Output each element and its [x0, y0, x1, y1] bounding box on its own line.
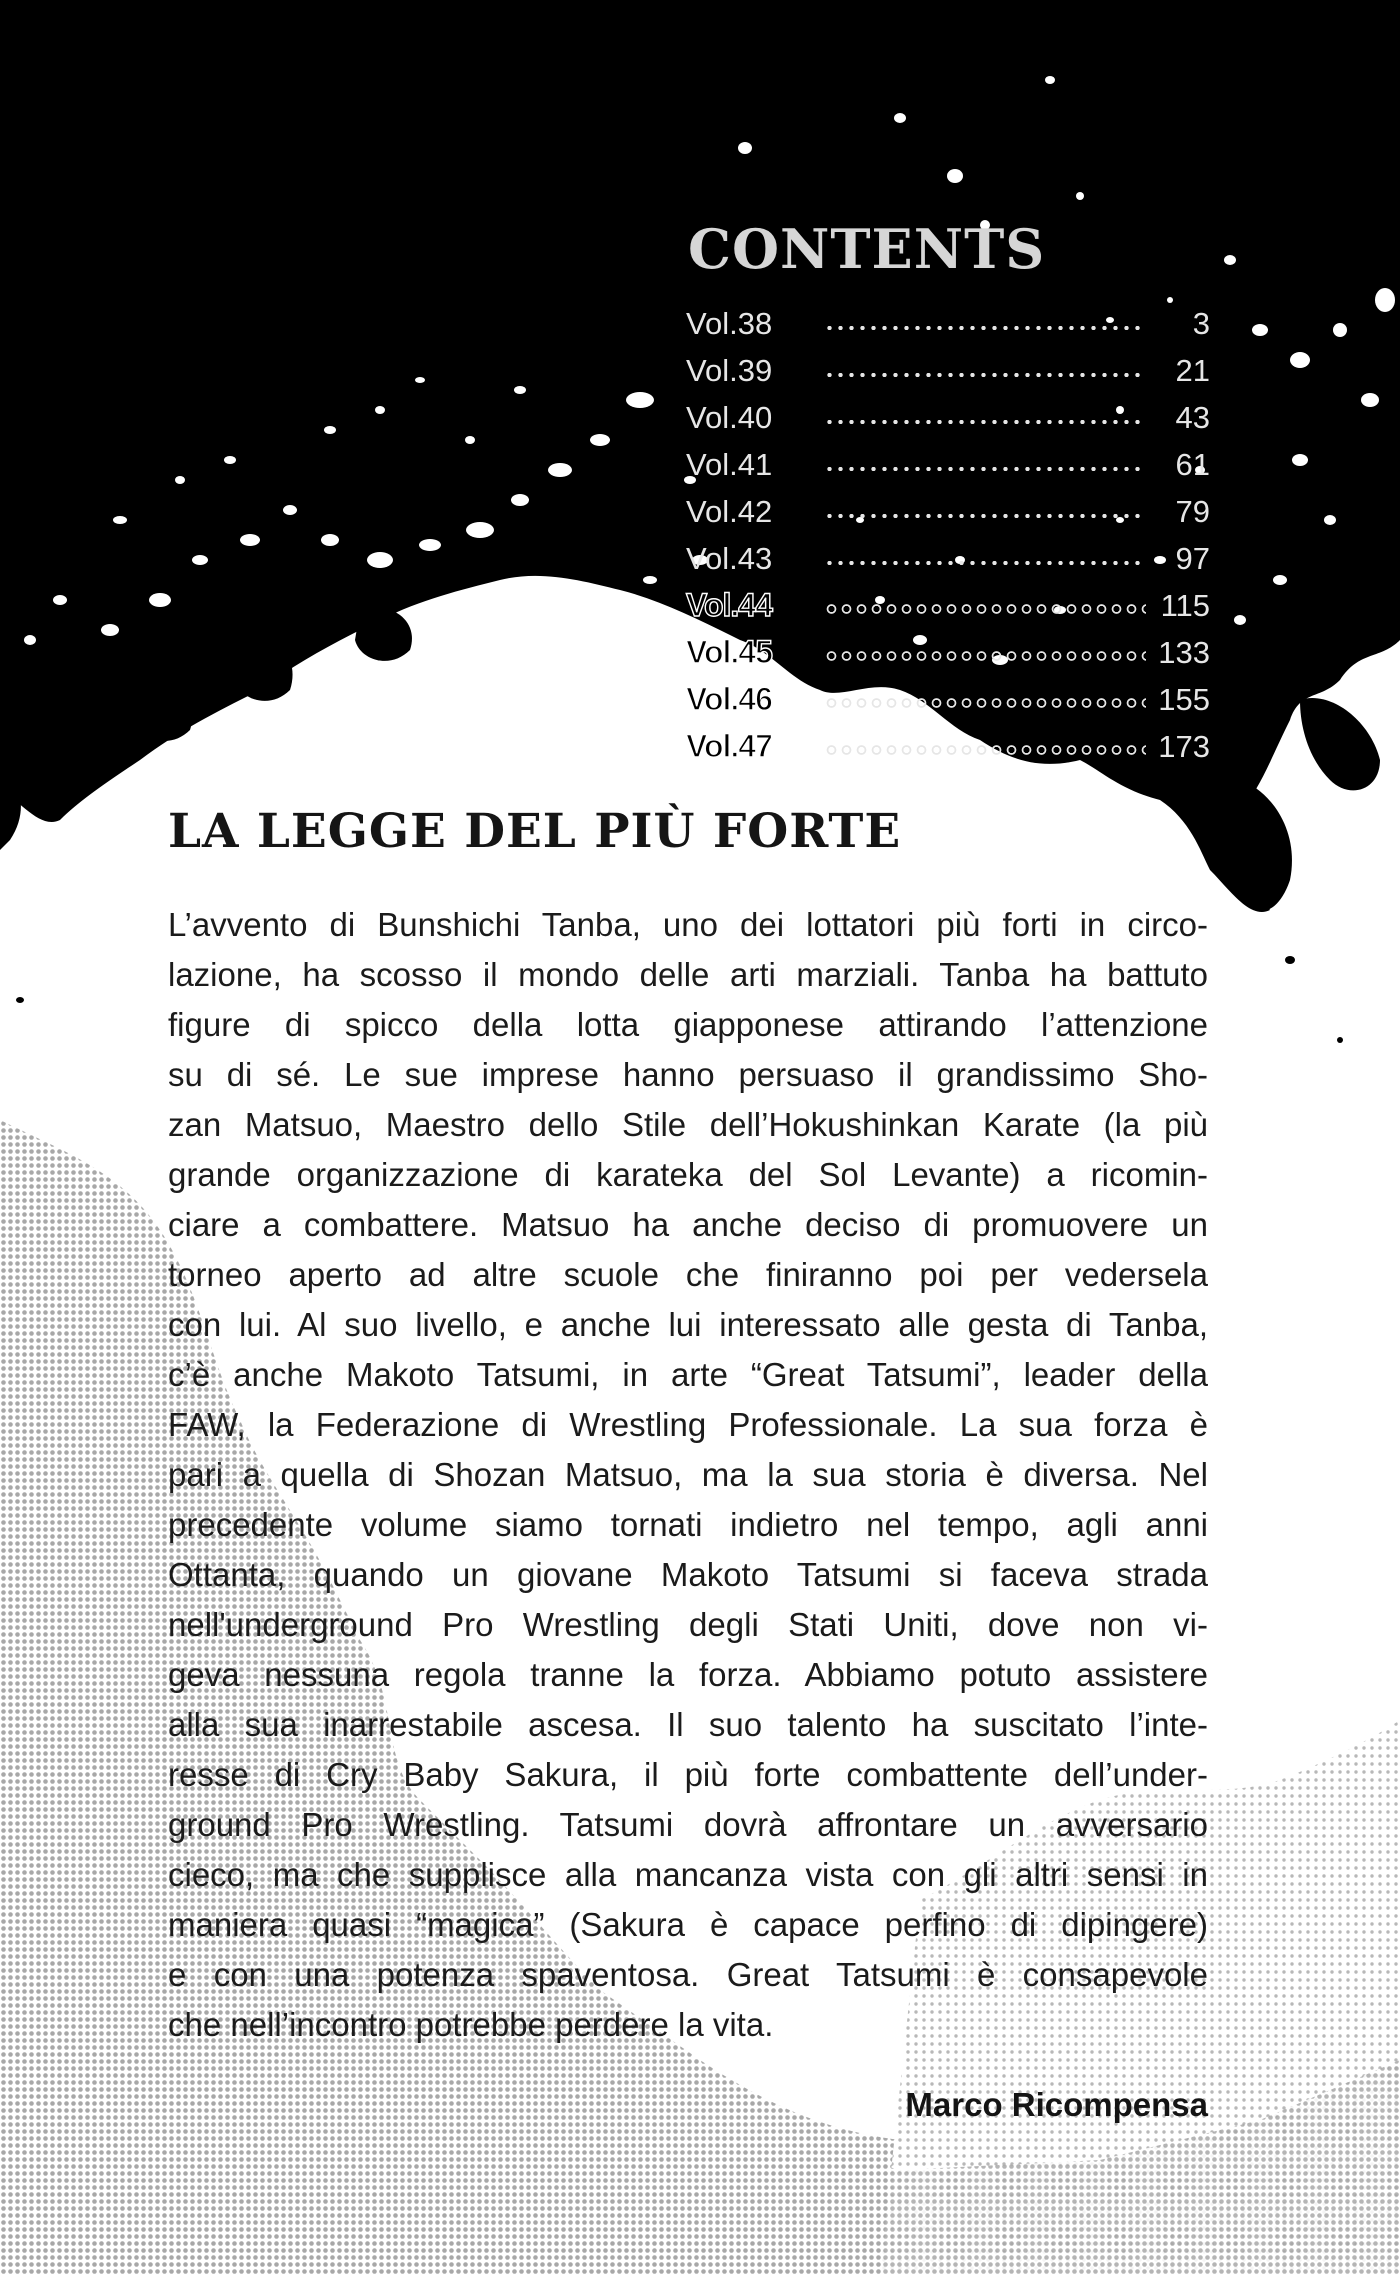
toc-entry [686, 441, 1210, 488]
toc-leader-dots [824, 373, 1146, 377]
toc-volume: Vol.42 [686, 493, 773, 529]
toc-volume: Vol.38 [686, 305, 773, 341]
toc-leader-dots [824, 420, 1146, 424]
body-line: nell'underground Pro Wrestling degli Stati Uniti, dove non vi- [168, 1606, 1208, 1643]
toc-leader-dots [824, 326, 1146, 330]
body-line: che nell’incontro potrebbe perdere la vita. [168, 2006, 774, 2043]
toc-page-number: 3 [1192, 305, 1210, 341]
toc-page-number: 115 [1160, 587, 1210, 623]
toc-entry [686, 394, 1210, 441]
toc-entry [686, 723, 1210, 770]
body-line: grande organizzazione di karateka del Sol Levante) a ricomin- [168, 1156, 1208, 1193]
body-line: zan Matsuo, Maestro dello Stile dell’Hokushinkan Karate (la più [168, 1106, 1208, 1143]
body-line: c’è anche Makoto Tatsumi, in arte “Great Tatsumi”, leader della [168, 1356, 1208, 1393]
body-line: L’avvento di Bunshichi Tanba, uno dei lottatori più forti in circo- [168, 906, 1208, 943]
toc-page-number: 61 [1175, 446, 1210, 482]
article-body [168, 900, 1208, 2050]
toc-volume: Vol.44 [686, 587, 772, 623]
body-line: torneo aperto ad altre scuole che finiranno poi per vedersela [168, 1256, 1208, 1293]
toc-volume: Vol.47 [686, 728, 772, 764]
body-line: figure di spicco della lotta giapponese attirando l’attenzione [168, 1006, 1208, 1043]
body-line: cieco, ma che supplisce alla mancanza vista con gli altri sensi in [168, 1856, 1208, 1893]
body-line: alla sua inarrestabile ascesa. Il suo talento ha suscitato l’inte- [168, 1706, 1208, 1743]
toc-leader-dots [824, 603, 1146, 615]
toc-leader-dots [824, 514, 1146, 518]
body-line: e con una potenza spaventosa. Great Tatsumi è consapevole [168, 1956, 1208, 1993]
toc-volume: Vol.40 [686, 399, 773, 435]
body-line: maniera quasi “magica” (Sakura è capace perfino di dipingere) [168, 1906, 1208, 1943]
toc-volume: Vol.43 [686, 540, 773, 576]
body-line: FAW, la Federazione di Wrestling Professionale. La sua forza è [168, 1406, 1208, 1443]
toc-entry [686, 582, 1210, 629]
toc-page-number: 43 [1175, 399, 1210, 435]
toc-page-number: 133 [1158, 634, 1210, 670]
toc-entry [686, 347, 1210, 394]
toc-page-number: 173 [1158, 728, 1210, 764]
toc-entry [686, 629, 1210, 676]
contents-title: CONTENTS [688, 217, 1046, 281]
toc-entry [686, 300, 1210, 347]
toc-entry [686, 488, 1210, 535]
toc-entry [686, 676, 1210, 723]
table-of-contents [686, 300, 1210, 770]
toc-entry [686, 535, 1210, 582]
toc-page-number: 21 [1175, 352, 1210, 388]
article-title: LA LEGGE DEL PIÙ FORTE [168, 804, 902, 859]
toc-volume: Vol.39 [686, 352, 773, 388]
toc-page-number: 97 [1175, 540, 1210, 576]
body-line: su di sé. Le sue imprese hanno persuaso il grandissimo Sho- [168, 1056, 1208, 1093]
body-line: Ottanta, quando un giovane Makoto Tatsumi si faceva strada [168, 1556, 1208, 1593]
toc-leader-dots [824, 467, 1146, 471]
toc-leader-dots [824, 744, 1146, 756]
body-line: ground Pro Wrestling. Tatsumi dovrà affrontare un avversario [168, 1806, 1208, 1843]
toc-leader-dots [824, 697, 1146, 709]
body-line: pari a quella di Shozan Matsuo, ma la sua storia è diversa. Nel [168, 1456, 1208, 1493]
body-line: geva nessuna regola tranne la forza. Abbiamo potuto assistere [168, 1656, 1208, 1693]
toc-leader-dots [824, 650, 1146, 662]
body-line: con lui. Al suo livello, e anche lui interessato alle gesta di Tanba, [168, 1306, 1208, 1343]
body-line: resse di Cry Baby Sakura, il più forte combattente dell’under- [168, 1756, 1208, 1793]
body-line: ciare a combattere. Matsuo ha anche deciso di promuovere un [168, 1206, 1208, 1243]
body-line: lazione, ha scosso il mondo delle arti marziali. Tanba ha battuto [168, 956, 1208, 993]
toc-page-number: 79 [1175, 493, 1210, 529]
toc-leader-dots [824, 561, 1146, 565]
toc-volume: Vol.41 [686, 446, 773, 482]
body-line: precedente volume siamo tornati indietro nel tempo, agli anni [168, 1506, 1208, 1543]
toc-volume: Vol.45 [686, 634, 772, 670]
toc-volume: Vol.46 [686, 681, 772, 717]
toc-page-number: 155 [1158, 681, 1210, 717]
author-signature: Marco Ricompensa [905, 2086, 1208, 2123]
